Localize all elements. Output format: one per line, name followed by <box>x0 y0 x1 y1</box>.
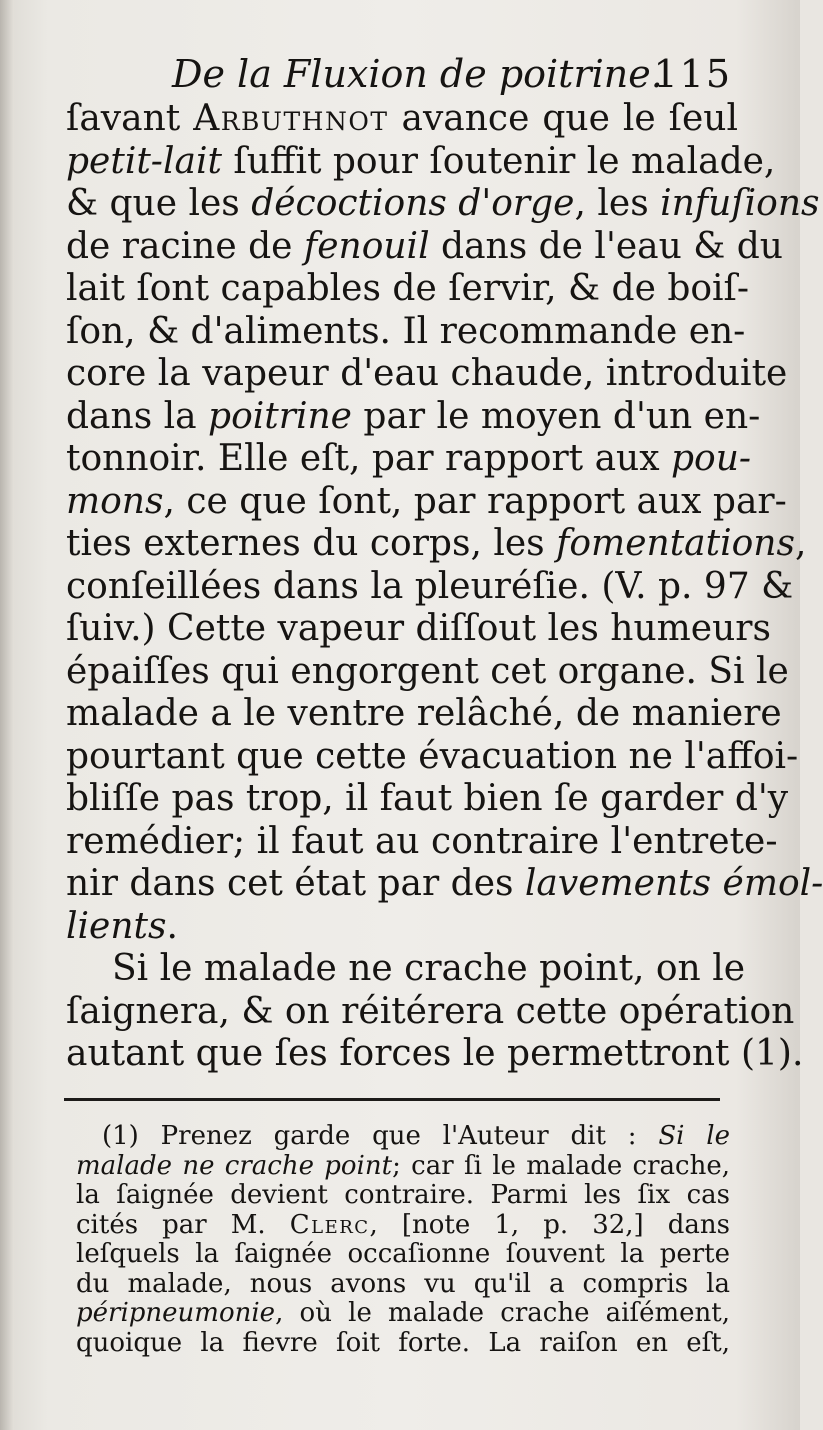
text-line: ſuiv.) Cette vapeur diſſout les humeurs <box>66 608 771 649</box>
text-run: cités par M. <box>76 1209 290 1240</box>
text-line <box>66 438 752 481</box>
text-run: , [note 1, p. 32,] dans <box>369 1209 730 1240</box>
text-run: ; car ſi le malade crache, <box>392 1150 730 1181</box>
text-line: conſeillées dans la pleuréſie. (V. p. 97 & <box>66 565 794 607</box>
italic-term: pou- <box>671 438 752 479</box>
paragraph-start-line: Si le malade ne crache point, on le <box>112 948 746 989</box>
text-line: ſon, & d'aliments. Il recommande en- <box>66 310 746 352</box>
text-line <box>66 225 783 269</box>
italic-term: malade ne crache point <box>76 1150 393 1181</box>
footnote-line <box>76 1152 730 1182</box>
text-line: core la vapeur d'eau chaude, introduite <box>66 353 788 394</box>
italic-term: lavements émol- <box>524 863 823 904</box>
page-number: 115 <box>653 52 732 96</box>
text-run: dans de l'eau & du <box>429 225 783 267</box>
text-line: bliſſe pas trop, il faut bien ſe garder d'y <box>66 778 789 819</box>
running-header <box>172 42 732 106</box>
text-run: de racine de <box>66 225 304 267</box>
footnote-line <box>76 1122 730 1152</box>
italic-term: péripneumonie <box>76 1298 276 1328</box>
main-text <box>66 98 823 1076</box>
text-run: nir dans cet état par des <box>66 863 525 904</box>
italic-term: infuſions <box>660 183 820 224</box>
text-run: ſuffit pour ſoutenir le malade, <box>221 140 776 182</box>
footnote-line: du malade, nous avons vu qu'il a compris la <box>76 1268 730 1299</box>
footnote-line <box>76 1211 730 1241</box>
footnote-line: leſquels la ſaignée occaſionne ſouvent la perte <box>76 1239 730 1269</box>
text-line <box>66 480 787 524</box>
italic-term: lients <box>66 905 167 947</box>
footnote-line: quoique la fievre ſoit forte. La raiſon en eſt, <box>76 1327 730 1358</box>
italic-term: fomentations <box>556 523 795 564</box>
text-run: . <box>166 905 178 947</box>
italic-term: petit-lait <box>66 140 222 182</box>
text-line <box>66 523 807 566</box>
italic-term: Si le <box>658 1121 730 1151</box>
text-line <box>66 140 776 184</box>
text-line <box>66 98 738 141</box>
text-line <box>66 906 738 949</box>
text-run: (1) Prenez garde que l'Auteur dit : <box>102 1121 659 1151</box>
running-title: De la Fluxion de poitrine. <box>172 52 663 96</box>
text-run: ſavant <box>66 98 194 139</box>
text-line: ſaignera, & on réitérera cette opération <box>66 990 795 1032</box>
page-gutter-shadow <box>0 0 14 1430</box>
text-line: remédier; il faut au contraire l'entrete- <box>66 820 778 862</box>
text-line: autant que ſes forces le permettront (1). <box>66 1033 804 1074</box>
text-run: ties externes du corps, les <box>66 523 557 564</box>
author-name: Clerc <box>289 1209 370 1240</box>
footnote-rule <box>64 1098 720 1101</box>
text-line <box>66 183 820 226</box>
text-run: avance que le ſeul <box>388 98 738 139</box>
text-run: dans la <box>66 395 209 437</box>
text-run: , <box>794 523 807 564</box>
italic-term: poitrine <box>208 395 352 437</box>
footnote-line: la ſaignée devient contraire. Parmi les ſix cas <box>76 1180 730 1210</box>
author-name: Arbuthnot <box>193 98 389 139</box>
italic-term: décoctions d'orge <box>251 183 575 224</box>
text-line: pourtant que cette évacuation ne l'affoi- <box>66 735 799 777</box>
text-run: par le moyen d'un en- <box>351 395 761 437</box>
italic-term: mons <box>66 480 164 522</box>
text-run: , les <box>574 183 661 224</box>
text-run: tonnoir. Elle eſt, par rapport aux <box>66 438 671 479</box>
text-line: lait ſont capables de ſervir, & de boiſ- <box>66 268 750 309</box>
italic-term: fenouil <box>303 225 430 267</box>
text-line <box>66 863 823 906</box>
text-line: épaiſſes qui engorgent cet organe. Si le <box>66 650 789 692</box>
text-line <box>66 395 761 439</box>
footnote <box>76 1122 730 1358</box>
text-run: , ce que ſont, par rapport aux par- <box>163 480 787 522</box>
text-run: & que les <box>66 183 252 224</box>
footnote-line <box>76 1299 730 1329</box>
text-line: malade a le ventre relâché, de maniere <box>66 693 782 734</box>
text-run: , où le malade crache aiſément, <box>275 1298 730 1328</box>
